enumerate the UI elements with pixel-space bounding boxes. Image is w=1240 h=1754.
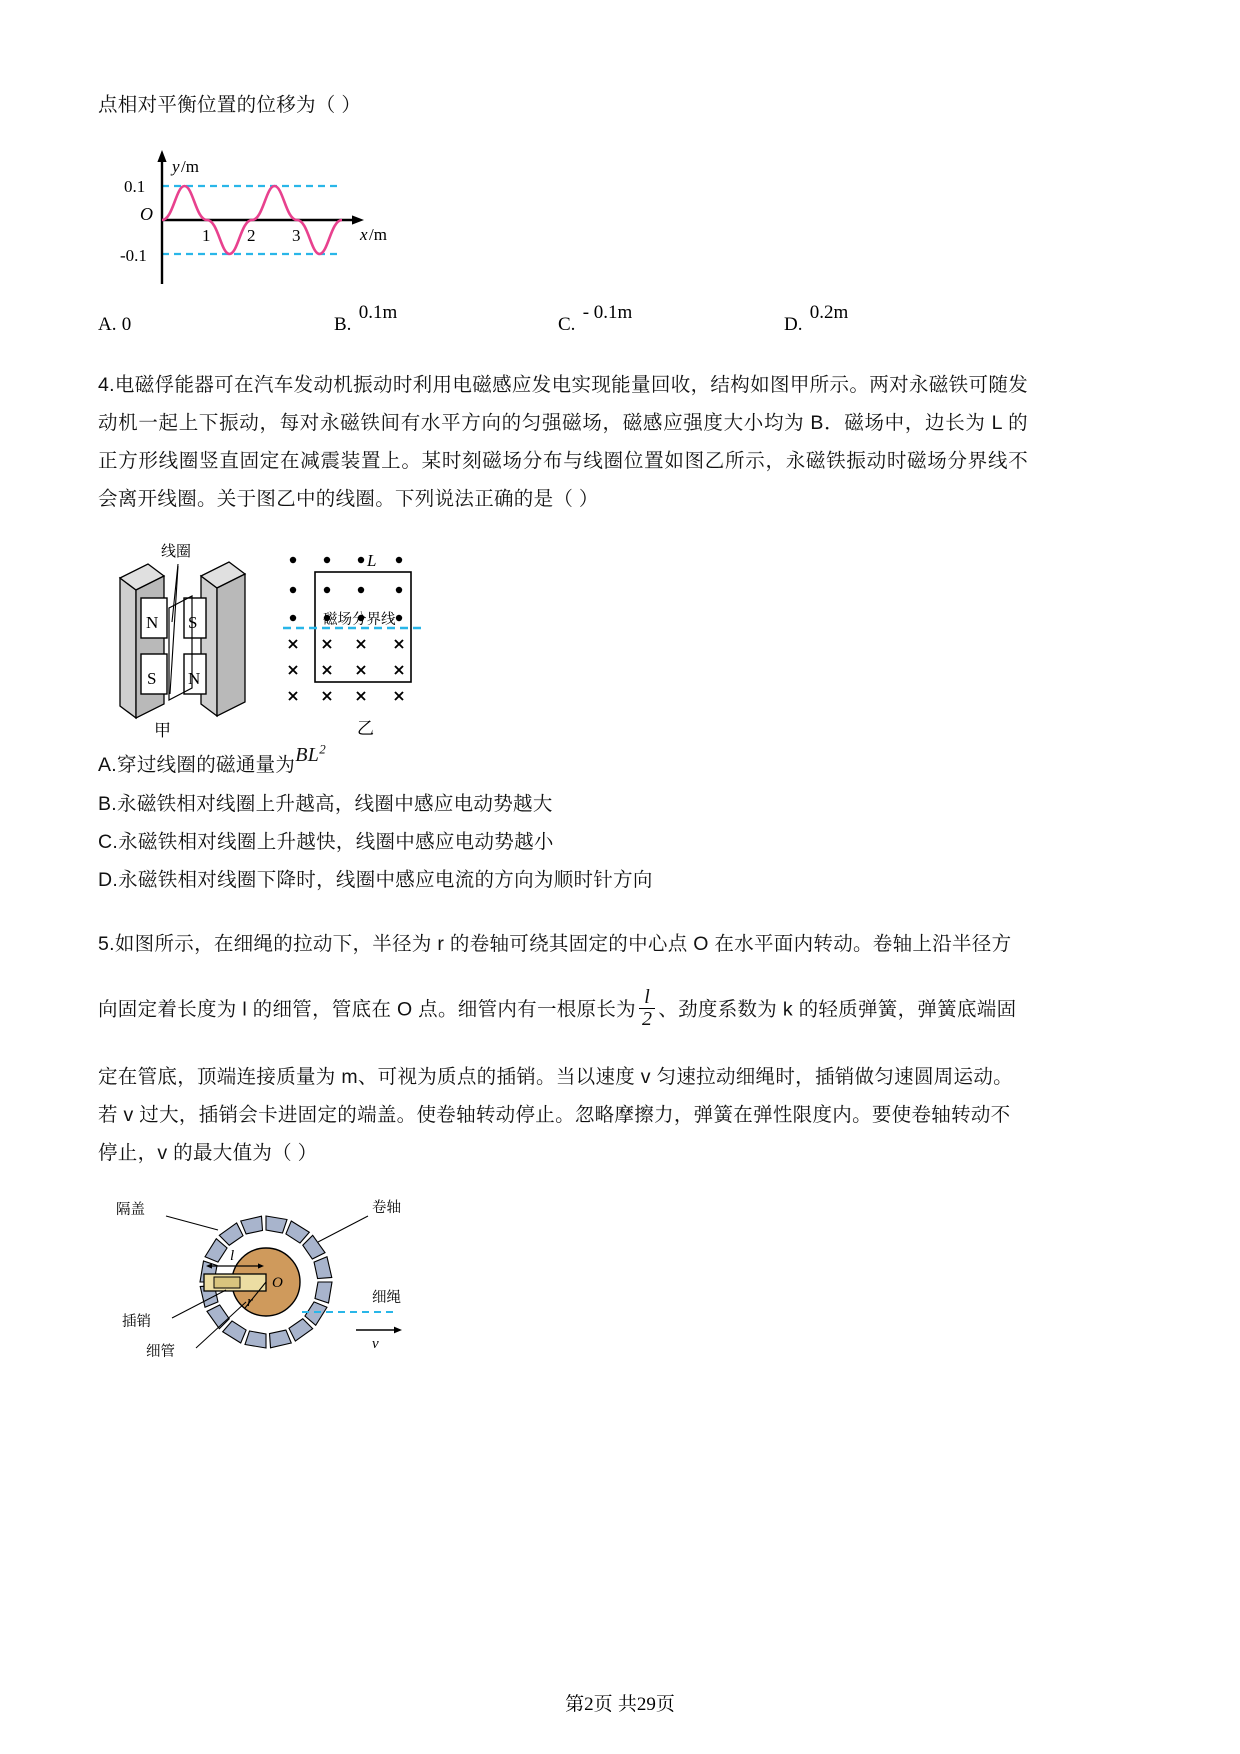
page-footer: [0, 1689, 1240, 1716]
wave-graph-svg: [114, 144, 414, 294]
option-a-label: A.: [98, 313, 117, 335]
wave-graph-figure: [114, 144, 414, 294]
y-axis-label: y: [172, 156, 180, 176]
question5-text1: 如图所示，在细绳的拉动下，半径为 r 的卷轴可绕其固定的中心点 O 在水平面内转动。卷轴上沿半径方: [114, 932, 1012, 955]
figure-yi-field-region: [281, 540, 461, 740]
question3-options: [98, 300, 1028, 344]
question4-option-b[interactable]: [98, 785, 1028, 823]
x-axis-arrow: [352, 215, 364, 224]
radius-r-label: r: [247, 1293, 253, 1310]
question4-text: 电磁俘能器可在汽车发动机振动时利用电磁感应发电实现能量回收，结构如图甲所示。两对永磁铁可随发动机一起上下振动，每对永磁铁间有水平方向的匀强磁场，磁感应强度大小均为 B．磁场中，边长为 L 的正方形线圈竖直固定在减震装置上。某时刻磁场分布与线圈位置如图乙所示，永磁铁振动时磁场分界线不会离开线圈。关于图乙中的线圈。下列说法正确的是（ ）: [98, 373, 1028, 510]
question5-line5: 停止，v 的最大值为（ ）: [98, 1141, 318, 1164]
question5-line1: [98, 925, 1028, 963]
question4-option-b-text: 永磁铁相对线圈上升越高，线圈中感应电动势越大: [117, 792, 553, 815]
question4-option-a-text: 穿过线圈的磁通量为: [117, 753, 296, 776]
question3-stem-tail: 点相对平衡位置的位移为（ ）: [98, 94, 362, 116]
footer-middle: 页 共: [593, 1694, 637, 1715]
cap-label: 隔盖: [116, 1201, 145, 1218]
spool-diagram-svg: [106, 1190, 436, 1375]
pole-label-s-top: S: [188, 612, 198, 632]
question5-text2-pre: 向固定着长度为 l 的细管，管底在 O 点。细管内有一根原长为: [98, 998, 636, 1021]
pole-label-n-top: N: [146, 612, 159, 632]
option-d[interactable]: [784, 301, 849, 336]
option-a-value: 0: [121, 313, 132, 335]
option-a[interactable]: [98, 314, 131, 336]
string-label: 细绳: [372, 1289, 401, 1306]
question4-option-b-label: B.: [98, 792, 118, 815]
option-b-value: 0.1m: [358, 301, 398, 323]
page-content: [98, 0, 1028, 1375]
y-tick-pos: 0.1: [124, 176, 146, 196]
figure-yi-caption: 乙: [357, 718, 374, 738]
y-axis-unit: /m: [181, 156, 199, 176]
question4-block: [98, 366, 1028, 899]
origin-label: O: [140, 203, 153, 224]
question4-option-c-text: 永磁铁相对线圈上升越快，线圈中感应电动势越小: [118, 830, 554, 853]
option-b[interactable]: [334, 301, 398, 336]
option-d-value: 0.2m: [809, 301, 849, 323]
question5-text2-post: 、劲度系数为 k 的轻质弹簧，弹簧底端固: [658, 998, 1017, 1021]
question5-line3: 定在管底，顶端连接质量为 m、可视为质点的插销。当以速度 v 匀速拉动细绳时，插销做匀速圆周运动。: [98, 1065, 1013, 1088]
question4-figures: [106, 536, 1028, 746]
x-tick-2: 2: [247, 225, 256, 245]
y-tick-neg: -0.1: [120, 245, 147, 265]
spool-label: 卷轴: [372, 1199, 401, 1216]
question4-option-a[interactable]: [98, 740, 1028, 785]
option-b-label: B.: [334, 313, 352, 335]
field-crosses-group: [289, 640, 403, 700]
tube-label: 细管: [146, 1343, 175, 1360]
x-axis-unit: /m: [369, 224, 387, 244]
figure-jia-magnet-assembly: [106, 536, 281, 741]
coil-label: 线圈: [161, 542, 192, 560]
center-o-label: O: [272, 1274, 283, 1291]
question4-number: 4.: [98, 373, 115, 396]
x-tick-1: 1: [202, 225, 211, 245]
question5-figure: [106, 1190, 436, 1375]
question5-block: [98, 925, 1028, 1375]
question5-line4: 若 v 过大，插销会卡进固定的端盖。使卷轴转动停止。忽略摩擦力，弹簧在弹性限度内。要使卷轴转动不: [98, 1103, 1011, 1126]
question4-option-d-label: D.: [98, 868, 119, 891]
pin-label: 插销: [122, 1313, 151, 1330]
question5-number: 5.: [98, 932, 115, 955]
question4-body: [98, 366, 1028, 518]
footer-suffix: 页: [655, 1694, 675, 1715]
velocity-v-label: v: [372, 1335, 379, 1352]
pole-label-n-bottom: N: [188, 668, 201, 688]
question4-option-c[interactable]: [98, 823, 1028, 861]
spring-length-fraction: [639, 987, 655, 1030]
question4-option-a-label: A.: [98, 753, 118, 776]
fraction-numerator: l: [644, 985, 651, 1008]
question4-option-a-formula: $BL^2$: [295, 740, 326, 766]
side-length-label: L: [367, 550, 377, 570]
option-c-value: - 0.1m: [582, 301, 633, 323]
pin-plug: [214, 1277, 240, 1288]
fraction-denominator: 2: [639, 1008, 655, 1030]
length-l-label: l: [230, 1247, 235, 1264]
x-tick-3: 3: [292, 225, 301, 245]
question4-option-c-label: C.: [98, 830, 119, 853]
footer-page-number: 2: [584, 1694, 594, 1715]
footer-total-pages: 29: [636, 1694, 656, 1715]
question4-option-d[interactable]: [98, 861, 1028, 899]
y-axis-arrow: [157, 150, 166, 162]
x-axis-label: x: [360, 224, 368, 244]
figure-jia-caption: 甲: [154, 720, 171, 740]
option-d-label: D.: [784, 313, 803, 335]
question5-line2: [98, 985, 1028, 1032]
option-c[interactable]: [558, 301, 633, 336]
field-boundary-label: 磁场分界线: [323, 611, 396, 628]
pole-label-s-bottom: S: [147, 668, 157, 688]
question4-option-d-text: 永磁铁相对线圈下降时，线圈中感应电流的方向为顺时针方向: [118, 868, 653, 891]
footer-prefix: 第: [565, 1694, 585, 1715]
option-c-label: C.: [558, 313, 576, 335]
